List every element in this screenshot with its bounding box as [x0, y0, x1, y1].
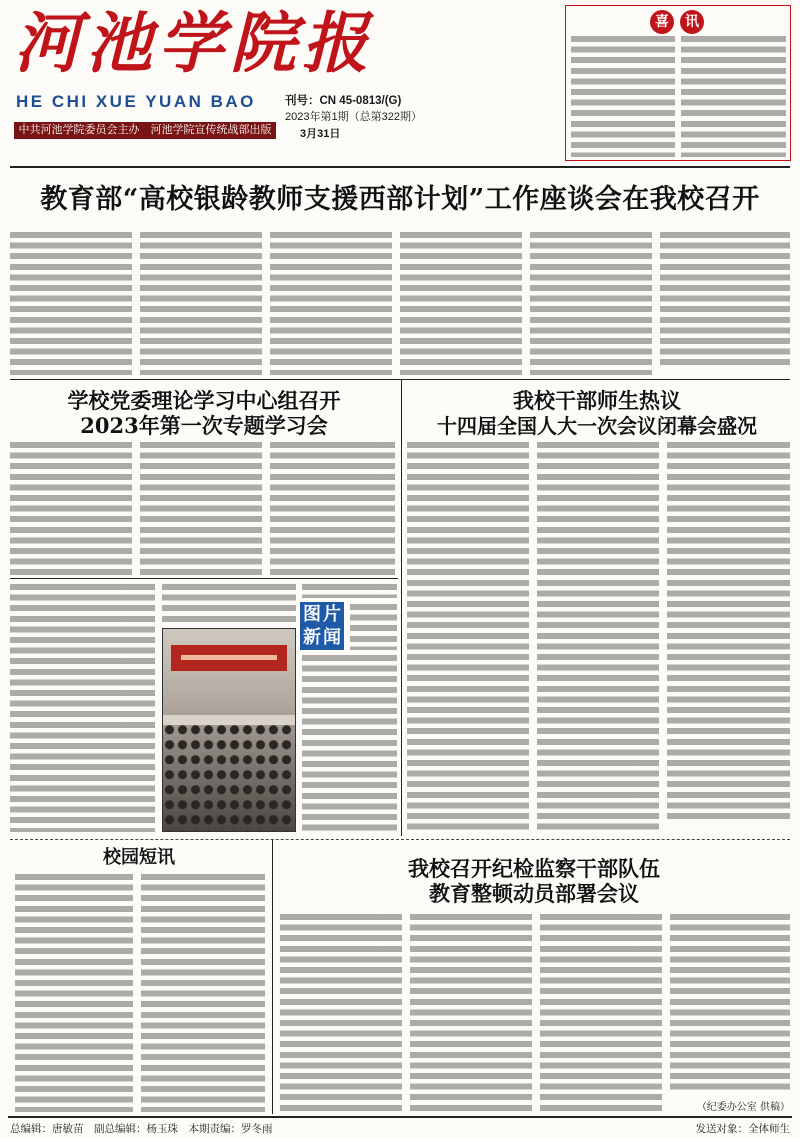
article-body-column	[530, 232, 652, 375]
discipline-headline-line2: 教育整顿动员部署会议	[429, 881, 639, 906]
study-headline-line1: 学校党委理论学习中心组召开	[67, 388, 341, 413]
masthead-pinyin: HE CHI XUE YUAN BAO	[16, 92, 256, 111]
npc-headline-line2: 十四届全国人大一次会议闭幕会盛况	[437, 414, 757, 438]
footer-recipients: 发送对象：全体师生	[695, 1123, 790, 1135]
article-body-column	[140, 232, 262, 375]
news-box-text-column	[681, 36, 786, 157]
npc-headline-line1: 我校干部师生热议	[513, 388, 681, 413]
issue-date: 3月31日	[300, 128, 341, 140]
article-body-column	[537, 442, 659, 833]
discipline-headline-line1: 我校召开纪检监察干部队伍	[408, 856, 660, 881]
column-divider	[401, 380, 402, 836]
article-body-column	[410, 914, 532, 1112]
photo-banner	[171, 645, 287, 671]
photo-caption-text	[302, 584, 397, 598]
photo-caption-text	[350, 604, 397, 650]
article-body-column	[270, 232, 392, 375]
footer-divider	[8, 1116, 792, 1118]
article-body-column	[280, 914, 402, 1112]
article-body-column	[162, 584, 296, 622]
section-divider	[10, 578, 398, 579]
article-body-column	[540, 914, 662, 1112]
article-body-column	[140, 442, 262, 575]
briefs-title: 校园短讯	[103, 847, 175, 868]
article-body-column	[10, 232, 132, 375]
article-body-column	[270, 442, 395, 575]
briefs-text-column	[141, 874, 265, 1112]
article-body-column	[670, 914, 790, 1094]
article-body-column	[660, 232, 790, 365]
photo-audience	[163, 723, 295, 831]
article-source: （纪委办公室 供稿）	[696, 1102, 790, 1113]
issn-number: 刊号：CN 45-0813/(G)	[285, 95, 402, 107]
badge-char: 喜	[650, 10, 674, 34]
section-divider	[10, 379, 790, 380]
footer-editors: 总编辑：唐敏苗 副总编辑：杨玉珠 本期责编：罗冬雨	[10, 1123, 273, 1135]
lead-headline: 教育部“高校银龄教师支援西部计划”工作座谈会在我校召开	[40, 184, 760, 215]
article-body-column	[407, 442, 529, 833]
article-body-column	[400, 232, 522, 375]
issue-number: 2023年第1期（总第322期）	[285, 111, 422, 123]
study-headline-line2: 2023年第一次专题学习会	[80, 413, 328, 438]
article-body-column	[10, 584, 155, 832]
briefs-text-column	[15, 874, 133, 1112]
section-divider	[10, 839, 790, 840]
photo-news-label: 图片新闻	[300, 602, 344, 650]
column-divider	[272, 840, 273, 1114]
publisher-band: 中共河池学院委员会主办 河池学院宣传统战部出版	[14, 122, 276, 139]
badge-char: 讯	[680, 10, 704, 34]
masthead-title: 河池学院报	[14, 8, 374, 81]
article-body-column	[667, 442, 790, 823]
article-body-column	[10, 442, 132, 575]
photo-caption-text	[302, 655, 397, 832]
good-news-badge	[650, 10, 704, 34]
news-box-text-column	[571, 36, 675, 157]
photo-news-image	[162, 628, 296, 832]
masthead-divider	[10, 166, 790, 168]
